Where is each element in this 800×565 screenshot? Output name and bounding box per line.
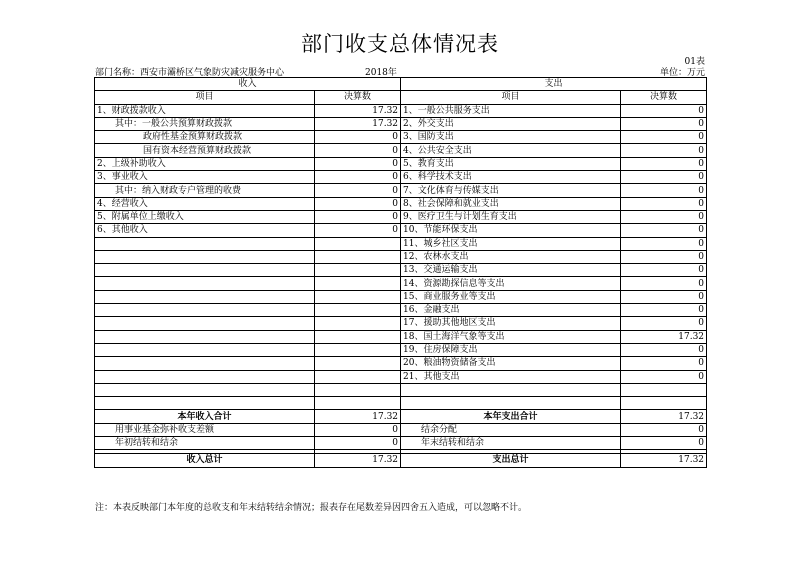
- table-row: [95, 264, 707, 277]
- income-year-total-label: 本年收入合计: [95, 410, 315, 423]
- year-total-row: [95, 410, 707, 423]
- grand-total-row: [95, 454, 707, 467]
- unit-label: 单位：万元: [659, 68, 705, 78]
- expense-item-cell: 20、粮油物资储备支出: [401, 357, 621, 370]
- table-row: [95, 224, 707, 237]
- expense-item-cell: 5、教育支出: [401, 157, 621, 170]
- expense-amount-header: 决算数: [621, 91, 707, 104]
- income-adjust-value: 0: [315, 437, 401, 450]
- expense-item-cell: 18、国土海洋气象等支出: [401, 330, 621, 343]
- table-row: [95, 171, 707, 184]
- income-amount-cell: 0: [315, 197, 401, 210]
- income-item-cell: 其中：一般公共预算财政拨款: [95, 117, 315, 130]
- expense-amount-cell: 0: [621, 210, 707, 223]
- income-item-cell: 国有资本经营预算财政拨款: [95, 144, 315, 157]
- income-item-cell: [95, 330, 315, 343]
- table-row: [95, 104, 707, 117]
- income-amount-cell: 0: [315, 144, 401, 157]
- footnote: 注：本表反映部门本年度的总收支和年末结转结余情况；报表存在尾数差异因四舍五入造成，可以忽略不计。: [95, 503, 528, 513]
- table-row: [95, 250, 707, 263]
- income-item-cell: [95, 290, 315, 303]
- table-row: [95, 197, 707, 210]
- expense-item-cell: 13、交通运输支出: [401, 264, 621, 277]
- section-header-row: [95, 78, 707, 91]
- table-row: [95, 290, 707, 303]
- expense-item-cell: 10、节能环保支出: [401, 224, 621, 237]
- table-row: [95, 370, 707, 383]
- page-title: 部门收支总体情况表: [301, 32, 499, 56]
- expense-item-cell: 17、援助其他地区支出: [401, 317, 621, 330]
- income-item-cell: [95, 277, 315, 290]
- income-item-cell: 2、上级补助收入: [95, 157, 315, 170]
- income-item-cell: [95, 237, 315, 250]
- expense-amount-cell: 0: [621, 357, 707, 370]
- expense-item-cell: [401, 397, 621, 410]
- table-row: [95, 237, 707, 250]
- income-amount-cell: [315, 250, 401, 263]
- income-expense-table: [94, 77, 707, 468]
- expense-item-cell: 4、公共安全支出: [401, 144, 621, 157]
- table-row: [95, 383, 707, 396]
- expense-amount-cell: 0: [621, 370, 707, 383]
- income-amount-cell: 17.32: [315, 104, 401, 117]
- income-adjust-item: 年初结转和结余: [95, 437, 315, 450]
- income-amount-cell: 0: [315, 210, 401, 223]
- income-amount-header: 决算数: [315, 91, 401, 104]
- income-item-cell: 其中：纳入财政专户管理的收费: [95, 184, 315, 197]
- income-section-header: 收入: [95, 78, 401, 91]
- expense-item-cell: 11、城乡社区支出: [401, 237, 621, 250]
- table-row: [95, 317, 707, 330]
- expense-grand-total-label: 支出总计: [401, 454, 621, 467]
- income-item-cell: 3、事业收入: [95, 171, 315, 184]
- income-item-cell: [95, 343, 315, 356]
- expense-amount-cell: 0: [621, 317, 707, 330]
- income-item-header: 项目: [95, 91, 315, 104]
- expense-amount-cell: [621, 397, 707, 410]
- expense-amount-cell: 0: [621, 264, 707, 277]
- income-item-cell: [95, 317, 315, 330]
- expense-adjust-value: 0: [621, 423, 707, 436]
- expense-item-cell: 6、科学技术支出: [401, 171, 621, 184]
- income-item-cell: [95, 370, 315, 383]
- table-row: [95, 184, 707, 197]
- income-item-cell: [95, 397, 315, 410]
- income-amount-cell: 0: [315, 224, 401, 237]
- expense-amount-cell: 0: [621, 104, 707, 117]
- table-row: [95, 131, 707, 144]
- income-amount-cell: [315, 357, 401, 370]
- income-item-cell: [95, 250, 315, 263]
- table-row: [95, 210, 707, 223]
- expense-amount-cell: 0: [621, 290, 707, 303]
- expense-item-cell: 7、文化体育与传媒支出: [401, 184, 621, 197]
- expense-amount-cell: [621, 383, 707, 396]
- expense-item-cell: 15、商业服务业等支出: [401, 290, 621, 303]
- expense-year-total-label: 本年支出合计: [401, 410, 621, 423]
- expense-amount-cell: 0: [621, 144, 707, 157]
- table-row: [95, 357, 707, 370]
- expense-item-cell: [401, 383, 621, 396]
- income-amount-cell: [315, 264, 401, 277]
- expense-item-header: 项目: [401, 91, 621, 104]
- income-item-cell: [95, 264, 315, 277]
- expense-amount-cell: 17.32: [621, 330, 707, 343]
- expense-item-cell: 21、其他支出: [401, 370, 621, 383]
- expense-amount-cell: 0: [621, 224, 707, 237]
- expense-item-cell: 12、农林水支出: [401, 250, 621, 263]
- expense-amount-cell: 0: [621, 131, 707, 144]
- form-code: 01表: [684, 57, 705, 67]
- expense-amount-cell: 0: [621, 157, 707, 170]
- expense-item-cell: 9、医疗卫生与计划生育支出: [401, 210, 621, 223]
- expense-item-cell: 2、外交支出: [401, 117, 621, 130]
- expense-amount-cell: 0: [621, 343, 707, 356]
- adjustment-row: [95, 437, 707, 450]
- table-row: [95, 157, 707, 170]
- income-amount-cell: [315, 277, 401, 290]
- meta-row: [95, 65, 705, 77]
- table-row: [95, 397, 707, 410]
- expense-item-cell: 3、国防支出: [401, 131, 621, 144]
- expense-section-header: 支出: [401, 78, 707, 91]
- column-header-row: [95, 91, 707, 104]
- table-row: [95, 277, 707, 290]
- expense-amount-cell: 0: [621, 197, 707, 210]
- expense-adjust-value: 0: [621, 437, 707, 450]
- department-name: 部门名称：西安市灞桥区气象防灾减灾服务中心: [95, 68, 285, 78]
- income-grand-total-label: 收入总计: [95, 454, 315, 467]
- income-amount-cell: 0: [315, 184, 401, 197]
- table-row: [95, 117, 707, 130]
- expense-adjust-item: 年末结转和结余: [401, 437, 621, 450]
- income-amount-cell: 17.32: [315, 117, 401, 130]
- table-row: [95, 343, 707, 356]
- expense-amount-cell: 0: [621, 237, 707, 250]
- income-item-cell: [95, 304, 315, 317]
- expense-item-cell: 16、金融支出: [401, 304, 621, 317]
- expense-amount-cell: 0: [621, 304, 707, 317]
- expense-amount-cell: 0: [621, 117, 707, 130]
- expense-amount-cell: 0: [621, 184, 707, 197]
- income-amount-cell: [315, 343, 401, 356]
- table-row: [95, 144, 707, 157]
- expense-item-cell: 8、社会保障和就业支出: [401, 197, 621, 210]
- income-amount-cell: [315, 383, 401, 396]
- income-amount-cell: [315, 304, 401, 317]
- income-amount-cell: [315, 237, 401, 250]
- income-adjust-item: 用事业基金弥补收支差额: [95, 423, 315, 436]
- table-row: [95, 330, 707, 343]
- income-amount-cell: 0: [315, 171, 401, 184]
- adjustment-row: [95, 423, 707, 436]
- income-item-cell: 6、其他收入: [95, 224, 315, 237]
- expense-item-cell: 19、住房保障支出: [401, 343, 621, 356]
- expense-adjust-item: 结余分配: [401, 423, 621, 436]
- income-amount-cell: 0: [315, 131, 401, 144]
- income-item-cell: 政府性基金预算财政拨款: [95, 131, 315, 144]
- table-row: [95, 304, 707, 317]
- income-amount-cell: [315, 317, 401, 330]
- income-amount-cell: [315, 397, 401, 410]
- income-amount-cell: [315, 290, 401, 303]
- expense-amount-cell: 0: [621, 250, 707, 263]
- income-item-cell: [95, 383, 315, 396]
- expense-item-cell: 14、资源勘探信息等支出: [401, 277, 621, 290]
- expense-item-cell: 1、一般公共服务支出: [401, 104, 621, 117]
- income-amount-cell: [315, 370, 401, 383]
- income-adjust-value: 0: [315, 423, 401, 436]
- income-year-total-value: 17.32: [315, 410, 401, 423]
- income-item-cell: 4、经营收入: [95, 197, 315, 210]
- expense-year-total-value: 17.32: [621, 410, 707, 423]
- expense-grand-total-value: 17.32: [621, 454, 707, 467]
- income-amount-cell: [315, 330, 401, 343]
- income-item-cell: 1、财政拨款收入: [95, 104, 315, 117]
- income-grand-total-value: 17.32: [315, 454, 401, 467]
- report-year: 2018年: [365, 68, 397, 78]
- expense-amount-cell: 0: [621, 277, 707, 290]
- income-item-cell: [95, 357, 315, 370]
- income-item-cell: 5、附属单位上缴收入: [95, 210, 315, 223]
- income-amount-cell: 0: [315, 157, 401, 170]
- expense-amount-cell: 0: [621, 171, 707, 184]
